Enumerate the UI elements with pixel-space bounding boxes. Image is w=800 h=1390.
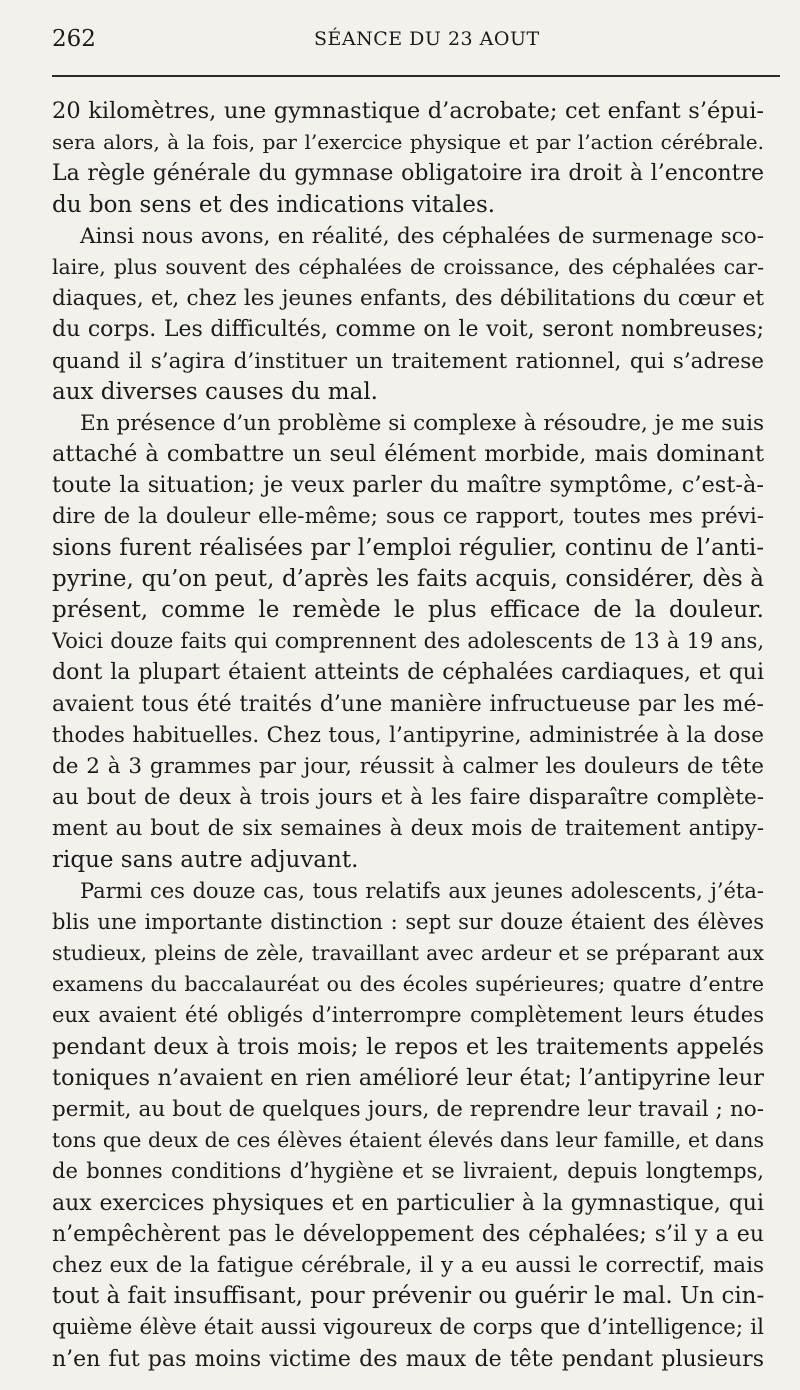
text-line: de bonnes conditions d’hygiène et se livraient, depuis longtemps, bbox=[52, 1159, 764, 1184]
body-text bbox=[52, 96, 764, 1375]
text-line: n’empêchèrent pas le développement des céphalées; s’il y a eu bbox=[52, 1221, 764, 1247]
text-line: rique sans autre adjuvant. bbox=[52, 846, 359, 873]
text-line: chez eux de la fatigue cérébrale, il y a eu aussi le correctif, mais bbox=[52, 1252, 764, 1278]
text-line: attaché à combattre un seul élément morbide, mais dominant bbox=[52, 441, 764, 468]
text-line: sera alors, à la fois, par l’exercice physique et par l’action cérébrale. bbox=[52, 130, 764, 155]
text-line: blis une importante distinction : sept sur douze étaient des élèves bbox=[52, 909, 764, 934]
text-line: tout à fait insuffisant, pour prévenir ou guérir le mal. Un cin- bbox=[52, 1283, 764, 1310]
text-line: de 2 à 3 grammes par jour, réussit à calmer les douleurs de tête bbox=[52, 753, 764, 779]
text-line: laire, plus souvent des céphalées de croissance, des céphalées car- bbox=[52, 254, 764, 279]
text-line: n’en fut pas moins victime des maux de tête pendant plusieurs bbox=[52, 1346, 764, 1372]
text-line: ment au bout de six semaines à deux mois de traitement antipy- bbox=[52, 816, 764, 842]
text-line: du corps. Les difficultés, comme on le voit, seront nombreuses; bbox=[52, 317, 764, 343]
header-rule bbox=[52, 75, 780, 77]
text-line: La règle générale du gymnase obligatoire ira droit à l’encontre bbox=[52, 161, 764, 187]
running-title: SÉANCE DU 23 AOUT bbox=[314, 28, 540, 50]
text-line: quand il s’agira d’instituer un traitement rationnel, qui s’adrese bbox=[52, 348, 764, 374]
text-line: au bout de deux à trois jours et à les faire disparaître complète- bbox=[52, 785, 764, 811]
text-line: toniques n’avaient en rien amélioré leur état; l’antipyrine leur bbox=[52, 1064, 764, 1091]
text-line: du bon sens et des indications vitales. bbox=[52, 191, 496, 218]
text-line: pyrine, qu’on peut, d’après les faits acquis, considérer, dès à bbox=[52, 565, 764, 592]
text-line: dire de la douleur elle-même; sous ce rapport, toutes mes prévi- bbox=[52, 504, 764, 530]
text-line: présent, comme le remède le plus efficace de la douleur. bbox=[52, 597, 764, 623]
text-line: Parmi ces douze cas, tous relatifs aux jeunes adolescents, j’éta- bbox=[80, 878, 764, 903]
text-line: thodes habituelles. Chez tous, l’antipyrine, administrée à la dose bbox=[52, 722, 764, 748]
text-line: En présence d’un problème si complexe à résoudre, je me suis bbox=[80, 410, 764, 436]
text-line: pendant deux à trois mois; le repos et les traitements appelés bbox=[52, 1033, 764, 1060]
page-header bbox=[52, 26, 792, 56]
text-line: sions furent réalisées par l’emploi régulier, continu de l’anti- bbox=[52, 534, 764, 561]
text-line: tons que deux de ces élèves étaient élevés dans leur famille, et dans bbox=[52, 1128, 764, 1153]
text-line: examens du baccalauréat ou des écoles supérieures; quatre d’entre bbox=[52, 972, 764, 997]
text-line: studieux, pleins de zèle, travaillant avec ardeur et se préparant aux bbox=[52, 941, 764, 966]
text-line: permit, au bout de quelques jours, de reprendre leur travail ; no- bbox=[52, 1097, 764, 1122]
text-line: aux diverses causes du mal. bbox=[52, 378, 378, 405]
text-line: Voici douze faits qui comprennent des adolescents de 13 à 19 ans, bbox=[52, 629, 764, 654]
text-line: quième élève était aussi vigoureux de corps que d’intelligence; il bbox=[52, 1315, 764, 1341]
text-line: aux exercices physiques et en particulier à la gymnastique, qui bbox=[52, 1190, 764, 1216]
text-line: 20 kilomètres, une gymnastique d’acrobate; cet enfant s’épui- bbox=[52, 98, 764, 124]
text-line: avaient tous été traités d’une manière infructueuse par les mé- bbox=[52, 691, 764, 717]
text-line: diaques, et, chez les jeunes enfants, des débilitations du cœur et bbox=[52, 286, 764, 312]
text-line: toute la situation; je veux parler du maître symptôme, c’est-à- bbox=[52, 472, 764, 499]
page-number: 262 bbox=[52, 26, 96, 52]
text-line: eux avaient été obligés d’interrompre complètement leurs études bbox=[52, 1003, 764, 1028]
text-line: dont la plupart étaient atteints de céphalées cardiaques, et qui bbox=[52, 660, 764, 686]
text-line: Ainsi nous avons, en réalité, des céphalées de surmenage sco- bbox=[80, 223, 764, 249]
